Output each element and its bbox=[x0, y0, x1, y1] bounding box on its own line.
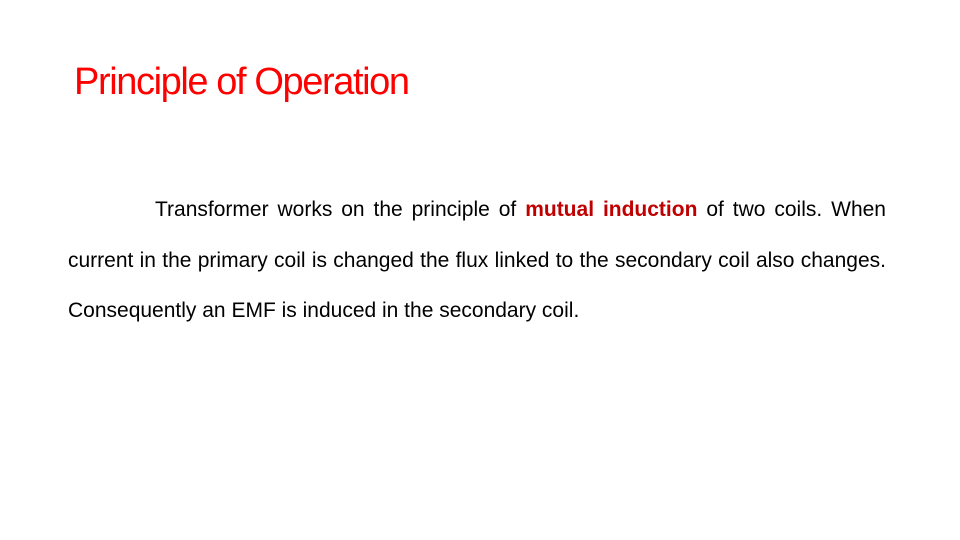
slide-title: Principle of Operation bbox=[74, 61, 409, 103]
emphasis-term: mutual induction bbox=[525, 198, 698, 221]
paragraph-text-before: Transformer works on the principle of bbox=[155, 198, 526, 221]
paragraph-text-after: of two coils. When current in the primary coil is changed the flux linked to the secondary coil also changes. Consequently an EMF is induced in the secondary coil. bbox=[68, 198, 886, 322]
body-paragraph bbox=[68, 185, 886, 337]
